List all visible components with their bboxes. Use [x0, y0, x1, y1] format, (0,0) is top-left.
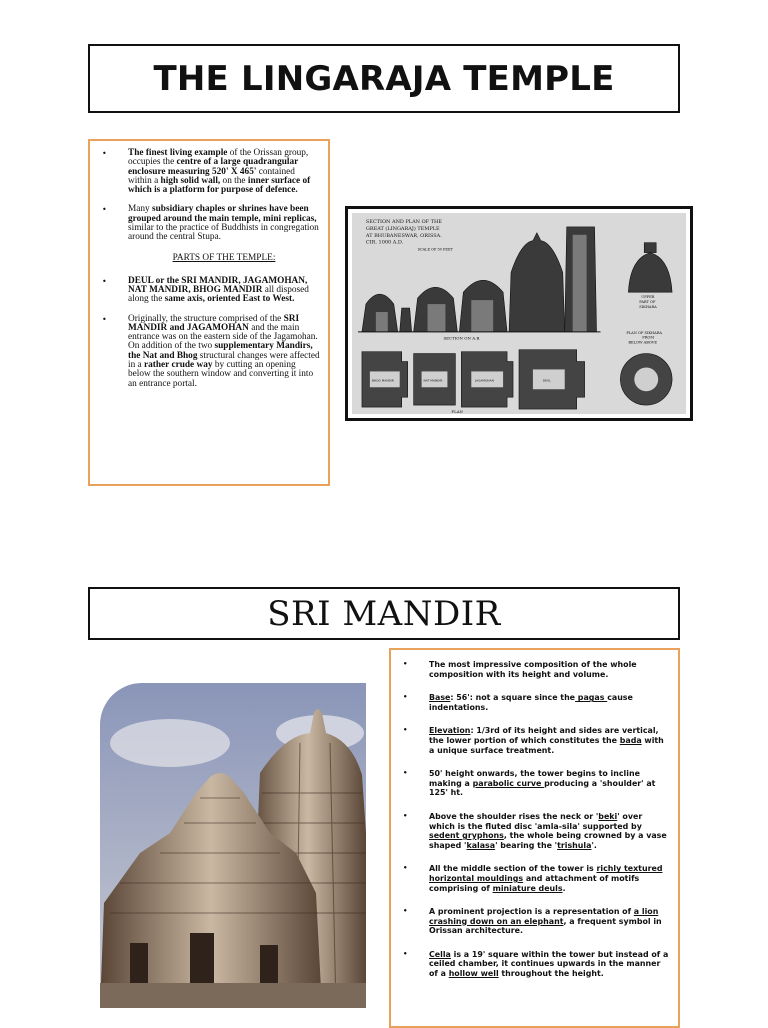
fig-planof-1: PLAN OF SIKHARA: [626, 330, 662, 335]
section-plan-drawing: [352, 213, 686, 414]
fig-caption-4: CIR. 1000 A.D.: [365, 239, 404, 246]
bullet-text: is a 19' square within the tower but instead of a ceiled chamber, it continues upwards in the manner of a: [429, 949, 669, 979]
bullet-text: ' bearing the ': [495, 840, 558, 850]
bullet-text: All the middle section of the tower is: [429, 864, 597, 874]
bullet-text: : 56': not a square since the: [450, 693, 576, 703]
parts-heading: PARTS OF THE TEMPLE:: [172, 252, 276, 263]
bullet-text: structural changes were affected in a: [128, 350, 320, 371]
fig-plan-label: PLAN: [451, 409, 464, 414]
bullet-text: ' over which is the fluted disc 'amla-sila' supported by: [429, 811, 643, 831]
bullet-text: bada: [619, 735, 642, 745]
bullet-text: Elevation: [429, 726, 471, 736]
bullet-text: pagas: [575, 693, 608, 703]
fig-upper-1: UPPER: [641, 295, 655, 300]
bullet-text: on the: [220, 175, 248, 186]
bullet-text: by cutting an opening below the southern window and converting it into an entrance portal.: [128, 360, 314, 389]
fig-room-3: JAGAMOHAN: [475, 378, 494, 383]
fig-planof-2: FROM: [642, 335, 655, 340]
bullet-text: A prominent projection is a representation of: [429, 907, 634, 917]
bullet-text: and attachment of motifs comprising of: [429, 873, 640, 893]
bullet-text: supplementary Mandirs, the Nat and Bhog: [128, 341, 313, 361]
fig-upper-2: PART OF: [639, 300, 656, 305]
fig-caption-1: SECTION AND PLAN OF THE: [365, 218, 442, 225]
bullet-item: [98, 149, 320, 195]
bullet-text: parabolic curve: [472, 778, 545, 788]
bullet-item: [98, 315, 320, 389]
bullet-text: contained within a: [128, 166, 295, 186]
bullet-item: [399, 950, 670, 979]
page2-title-box: [88, 587, 680, 640]
bullet-text: , a frequent symbol in Orissan architecture.: [429, 916, 662, 936]
bullet-text: sedent gryphons: [429, 831, 504, 841]
bullet-text: cause indentations.: [429, 693, 633, 712]
bullet-text: similar to the practice of Buddhists in congregation around the central Stupa.: [128, 223, 319, 243]
bullet-text: DEUL or the SRI MANDIR, JAGAMOHAN, NAT MANDIR, BHOG MANDIR: [128, 275, 308, 295]
bullet-text: 50' height onwards, the tower begins to incline making a: [429, 769, 640, 788]
bullet-text: centre of a large quadrangular enclosure measuring 520' X 465': [128, 157, 299, 177]
page2-title: SRI MANDIR: [267, 593, 501, 634]
bullet-text: beki: [598, 811, 618, 821]
bullet-text: Above the shoulder rises the neck or ': [429, 811, 599, 821]
bullet-text: of the Orissan group, occupies the: [128, 148, 309, 168]
bullet-text: Cella: [429, 949, 451, 959]
bullet-item: [399, 726, 670, 755]
bullet-item: [98, 277, 320, 305]
fig-section-label: SECTION ON A.B.: [443, 335, 481, 341]
temple-photo-drawing: [100, 683, 366, 1008]
bullet-item: [98, 205, 320, 242]
bullet-text: miniature deuls: [492, 883, 563, 893]
bullet-text: richly textured horizontal mouldings: [429, 864, 663, 883]
bullet-text: The finest living example: [128, 148, 230, 158]
bullet-text: The most impressive composition of the whole composition with its height and volume.: [429, 660, 637, 679]
bullet-text: inner surface of which is a platform for purpose of defence.: [128, 175, 311, 196]
bullet-item: [399, 812, 670, 850]
bullet-item: [399, 693, 670, 712]
fig-scale: SCALE OF 50 FEET: [417, 247, 453, 252]
fig-room-4: DEUL: [542, 378, 551, 383]
bullet-text: same axis, oriented East to West.: [164, 294, 295, 305]
fig-planof-3: BELOW ABOVE: [628, 340, 657, 345]
fig-room-1: BHOG MANDIR: [371, 378, 394, 383]
bullet-text: high solid wall,: [160, 175, 221, 186]
temple-overview-box: [88, 139, 330, 486]
bullet-text: SRI MANDIR and JAGAMOHAN: [128, 313, 300, 333]
bullet-text: hollow well: [448, 969, 499, 979]
bullet-text: rather crude way: [144, 360, 213, 371]
bullet-text: a lion crashing down on an elephant: [429, 907, 659, 926]
section-plan-figure: [345, 206, 693, 421]
bullet-text: Originally, the structure comprised of the: [128, 313, 284, 324]
bullet-text: producing a 'shoulder' at 125' ht.: [429, 778, 656, 798]
bullet-item: [399, 769, 670, 798]
bullet-text: Base: [429, 693, 451, 703]
bullet-item: [399, 660, 670, 679]
page1-title: THE LINGARAJA TEMPLE: [153, 58, 615, 99]
fig-caption-2: GREAT (LINGARAJ) TEMPLE: [365, 225, 440, 232]
overview-bullets: [98, 149, 320, 243]
fig-room-2: NAT MANDIR: [423, 378, 443, 383]
bullet-item: [399, 864, 670, 893]
bullet-text: and the main entrance was on the eastern side of the Jagamohan. On addition of the two: [128, 322, 318, 352]
bullet-text: kalasa: [466, 840, 496, 850]
parts-bullets: [98, 277, 320, 389]
sri-mandir-box: [389, 648, 680, 1028]
bullet-text: Many: [128, 204, 153, 215]
page1-title-box: [88, 44, 680, 113]
fig-upper-3: SIKHARA: [639, 305, 657, 310]
bullet-text: '.: [591, 840, 597, 850]
bullet-item: [399, 907, 670, 936]
bullet-text: with a unique surface treatment.: [429, 735, 664, 755]
fig-caption-3: AT BHUBANESWAR, ORISSA.: [365, 232, 442, 239]
bullet-text: subsidiary chaples or shrines have been grouped around the main temple, mini replicas,: [128, 204, 317, 224]
bullet-text: trishula: [557, 840, 592, 850]
bullet-text: .: [562, 883, 566, 893]
sri-mandir-bullets: [399, 660, 670, 979]
bullet-text: , the whole being crowned by a vase shaped ': [429, 831, 667, 850]
bullet-text: all disposed along the: [128, 284, 309, 305]
temple-photo: [100, 683, 366, 1008]
bullet-text: : 1/3rd of its height and sides are vertical, the lower portion of which constitutes the: [429, 726, 659, 745]
bullet-text: throughout the height.: [498, 969, 604, 979]
